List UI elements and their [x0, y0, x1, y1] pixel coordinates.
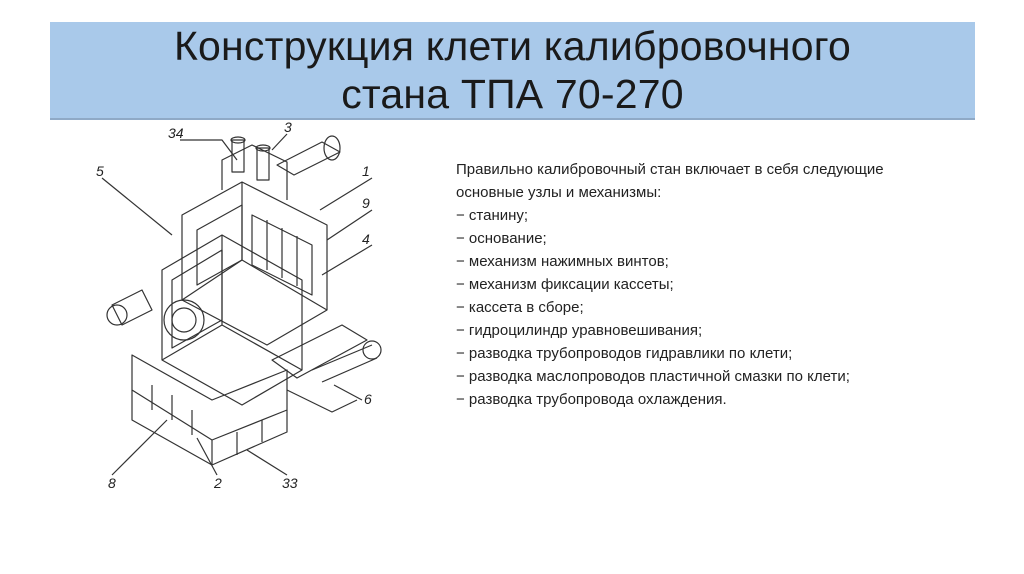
list-item: − станину;: [456, 207, 529, 224]
list-item: − разводка трубопровода охлаждения.: [456, 391, 727, 408]
callout-2: 2: [214, 475, 222, 491]
hydraulic-pipes: [312, 345, 377, 382]
list-item: − гидроцилиндр уравновешивания;: [456, 322, 703, 339]
list-item: − разводка маслопроводов пластичной смазки по клети;: [456, 368, 850, 385]
callout-5: 5: [96, 163, 104, 179]
callout-1: 1: [362, 163, 370, 179]
components-description: [456, 158, 906, 411]
leader-6: [334, 385, 362, 400]
leader-33: [247, 450, 287, 475]
callout-34: 34: [168, 125, 184, 141]
list-item: − механизм фиксации кассеты;: [456, 276, 674, 293]
callout-33: 33: [282, 475, 298, 491]
side-motor-left: [112, 290, 152, 325]
roll-bore-left: [164, 300, 204, 340]
slide-title-line-2: стана ТПА 70-270: [341, 71, 684, 117]
mill-stand-drawing: [72, 120, 432, 520]
base-ribs: [152, 385, 262, 455]
list-item: − основание;: [456, 230, 547, 247]
components-list: [456, 204, 906, 411]
list-item: − механизм нажимных винтов;: [456, 253, 669, 270]
roll-bore-left-inner: [172, 308, 196, 332]
leader-5: [102, 178, 172, 235]
callout-9: 9: [362, 195, 370, 211]
slide-title-line-1: Конструкция клети калибровочного: [173, 23, 852, 69]
cassette-plates: [267, 220, 297, 286]
callout-6: 6: [364, 391, 372, 407]
stand-housing: [162, 235, 302, 405]
callout-3: 3: [284, 120, 292, 135]
list-item: − разводка трубопроводов гидравлики по клети;: [456, 345, 793, 362]
base-frame: [132, 355, 287, 440]
lube-line: [287, 390, 357, 412]
drive-motor: [277, 142, 340, 175]
housing-edges: [162, 235, 302, 370]
leader-3: [272, 134, 287, 150]
callout-4: 4: [362, 231, 370, 247]
leader-2: [197, 438, 217, 475]
callout-8: 8: [108, 475, 116, 491]
hydraulic-cylinder-end: [363, 341, 381, 359]
leader-4: [322, 245, 372, 275]
list-item: − кассета в сборе;: [456, 299, 584, 316]
slide-title: [50, 22, 975, 118]
description-intro: Правильно калибровочный стан включает в себя следующие основные узлы и механизмы:: [456, 161, 884, 201]
leader-8: [112, 420, 167, 475]
hydraulic-unit: [272, 325, 367, 378]
base-lower-edge: [132, 390, 287, 465]
